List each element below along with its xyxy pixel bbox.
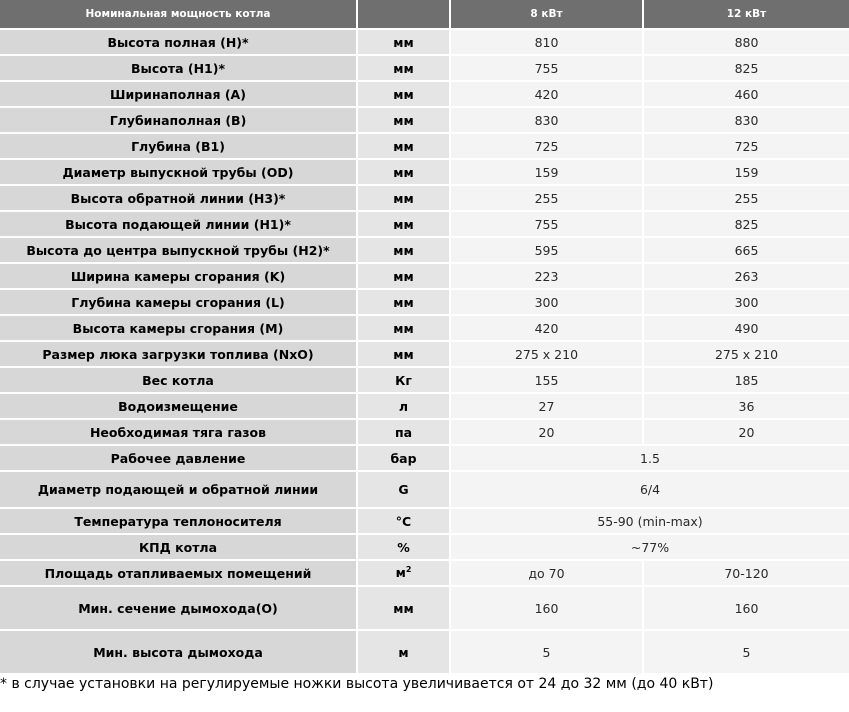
param-unit: G	[358, 472, 451, 509]
table-row	[0, 535, 849, 561]
value-12kw: 159	[644, 160, 849, 186]
table-row	[0, 212, 849, 238]
value-8kw: 27	[451, 394, 644, 420]
footnote: * в случае установки на регулируемые ножки высота увеличивается от 24 до 32 мм (до 40 кВт)	[0, 676, 714, 692]
param-unit: мм	[358, 238, 451, 264]
header-title: Номинальная мощность котла	[0, 0, 358, 30]
value-8kw: 830	[451, 108, 644, 134]
value-12kw: 825	[644, 56, 849, 82]
param-name: Площадь отапливаемых помещений	[0, 561, 358, 587]
param-name: Ширина камеры сгорания (K)	[0, 264, 358, 290]
value-12kw: 70-120	[644, 561, 849, 587]
table-row	[0, 108, 849, 134]
table-row	[0, 186, 849, 212]
value-12kw: 665	[644, 238, 849, 264]
table-row	[0, 290, 849, 316]
value-8kw: до 70	[451, 561, 644, 587]
value-common: 55-90 (min-max)	[451, 509, 849, 535]
param-name: Высота подающей линии (H1)*	[0, 212, 358, 238]
value-8kw: 755	[451, 212, 644, 238]
value-8kw: 755	[451, 56, 644, 82]
value-12kw: 725	[644, 134, 849, 160]
unit-base: м	[395, 565, 406, 581]
param-unit: мм	[358, 160, 451, 186]
value-12kw: 255	[644, 186, 849, 212]
param-name: Глубина (B1)	[0, 134, 358, 160]
value-12kw: 460	[644, 82, 849, 108]
param-name: КПД котла	[0, 535, 358, 561]
value-8kw: 255	[451, 186, 644, 212]
value-8kw: 300	[451, 290, 644, 316]
value-8kw: 223	[451, 264, 644, 290]
param-name: Глубина камеры сгорания (L)	[0, 290, 358, 316]
table-row	[0, 394, 849, 420]
table-header-row	[0, 0, 849, 30]
value-8kw: 725	[451, 134, 644, 160]
table-row	[0, 342, 849, 368]
param-name: Необходимая тяга газов	[0, 420, 358, 446]
param-name: Вес котла	[0, 368, 358, 394]
table-row	[0, 82, 849, 108]
param-name: Глубинаполная (B)	[0, 108, 358, 134]
param-unit: мм	[358, 316, 451, 342]
value-12kw: 20	[644, 420, 849, 446]
value-8kw: 810	[451, 30, 644, 56]
value-12kw: 830	[644, 108, 849, 134]
unit-superscript: 2	[405, 565, 412, 575]
param-name: Высота обратной линии (H3)*	[0, 186, 358, 212]
param-name: Диаметр подающей и обратной линии	[0, 472, 358, 509]
table-row	[0, 368, 849, 394]
table-row	[0, 316, 849, 342]
table-row	[0, 587, 849, 631]
value-12kw: 36	[644, 394, 849, 420]
param-unit: Кг	[358, 368, 451, 394]
value-8kw: 420	[451, 82, 644, 108]
value-8kw: 20	[451, 420, 644, 446]
value-8kw: 275 x 210	[451, 342, 644, 368]
value-12kw: 300	[644, 290, 849, 316]
table-row	[0, 446, 849, 472]
param-name: Высота (H1)*	[0, 56, 358, 82]
value-12kw: 825	[644, 212, 849, 238]
value-12kw: 185	[644, 368, 849, 394]
table-row	[0, 509, 849, 535]
table-row	[0, 561, 849, 587]
param-unit	[358, 561, 451, 587]
value-8kw: 159	[451, 160, 644, 186]
value-common: ~77%	[451, 535, 849, 561]
param-unit: па	[358, 420, 451, 446]
param-unit: мм	[358, 30, 451, 56]
value-12kw: 263	[644, 264, 849, 290]
value-8kw: 595	[451, 238, 644, 264]
param-unit: мм	[358, 212, 451, 238]
param-name: Высота до центра выпускной трубы (H2)*	[0, 238, 358, 264]
value-12kw: 160	[644, 587, 849, 631]
param-unit: л	[358, 394, 451, 420]
param-unit: мм	[358, 264, 451, 290]
header-unit	[358, 0, 451, 30]
value-8kw: 160	[451, 587, 644, 631]
table-row	[0, 134, 849, 160]
param-name: Мин. высота дымохода	[0, 631, 358, 675]
value-12kw: 880	[644, 30, 849, 56]
header-12kw: 12 кВт	[644, 0, 849, 30]
table-row	[0, 631, 849, 675]
param-name: Диаметр выпускной трубы (OD)	[0, 160, 358, 186]
param-unit: мм	[358, 186, 451, 212]
param-name: Температура теплоносителя	[0, 509, 358, 535]
table-row	[0, 30, 849, 56]
table-row	[0, 420, 849, 446]
param-unit: мм	[358, 134, 451, 160]
value-common: 1.5	[451, 446, 849, 472]
param-unit: °C	[358, 509, 451, 535]
value-8kw: 155	[451, 368, 644, 394]
param-name: Рабочее давление	[0, 446, 358, 472]
value-8kw: 420	[451, 316, 644, 342]
param-unit: мм	[358, 108, 451, 134]
table-row	[0, 56, 849, 82]
param-unit: мм	[358, 56, 451, 82]
param-unit: мм	[358, 290, 451, 316]
param-name: Водоизмещение	[0, 394, 358, 420]
param-name: Мин. сечение дымохода(O)	[0, 587, 358, 631]
table-row	[0, 160, 849, 186]
param-name: Высота полная (H)*	[0, 30, 358, 56]
param-unit: мм	[358, 587, 451, 631]
param-unit: м	[358, 631, 451, 675]
param-name: Высота камеры сгорания (M)	[0, 316, 358, 342]
table-row	[0, 238, 849, 264]
param-unit: мм	[358, 342, 451, 368]
param-name: Ширинаполная (A)	[0, 82, 358, 108]
table-row	[0, 472, 849, 509]
param-unit: мм	[358, 82, 451, 108]
param-unit: бар	[358, 446, 451, 472]
table-row	[0, 264, 849, 290]
value-8kw: 5	[451, 631, 644, 675]
param-unit: %	[358, 535, 451, 561]
param-name: Размер люка загрузки топлива (NxO)	[0, 342, 358, 368]
header-8kw: 8 кВт	[451, 0, 644, 30]
value-12kw: 275 x 210	[644, 342, 849, 368]
value-12kw: 5	[644, 631, 849, 675]
value-common: 6/4	[451, 472, 849, 509]
value-12kw: 490	[644, 316, 849, 342]
